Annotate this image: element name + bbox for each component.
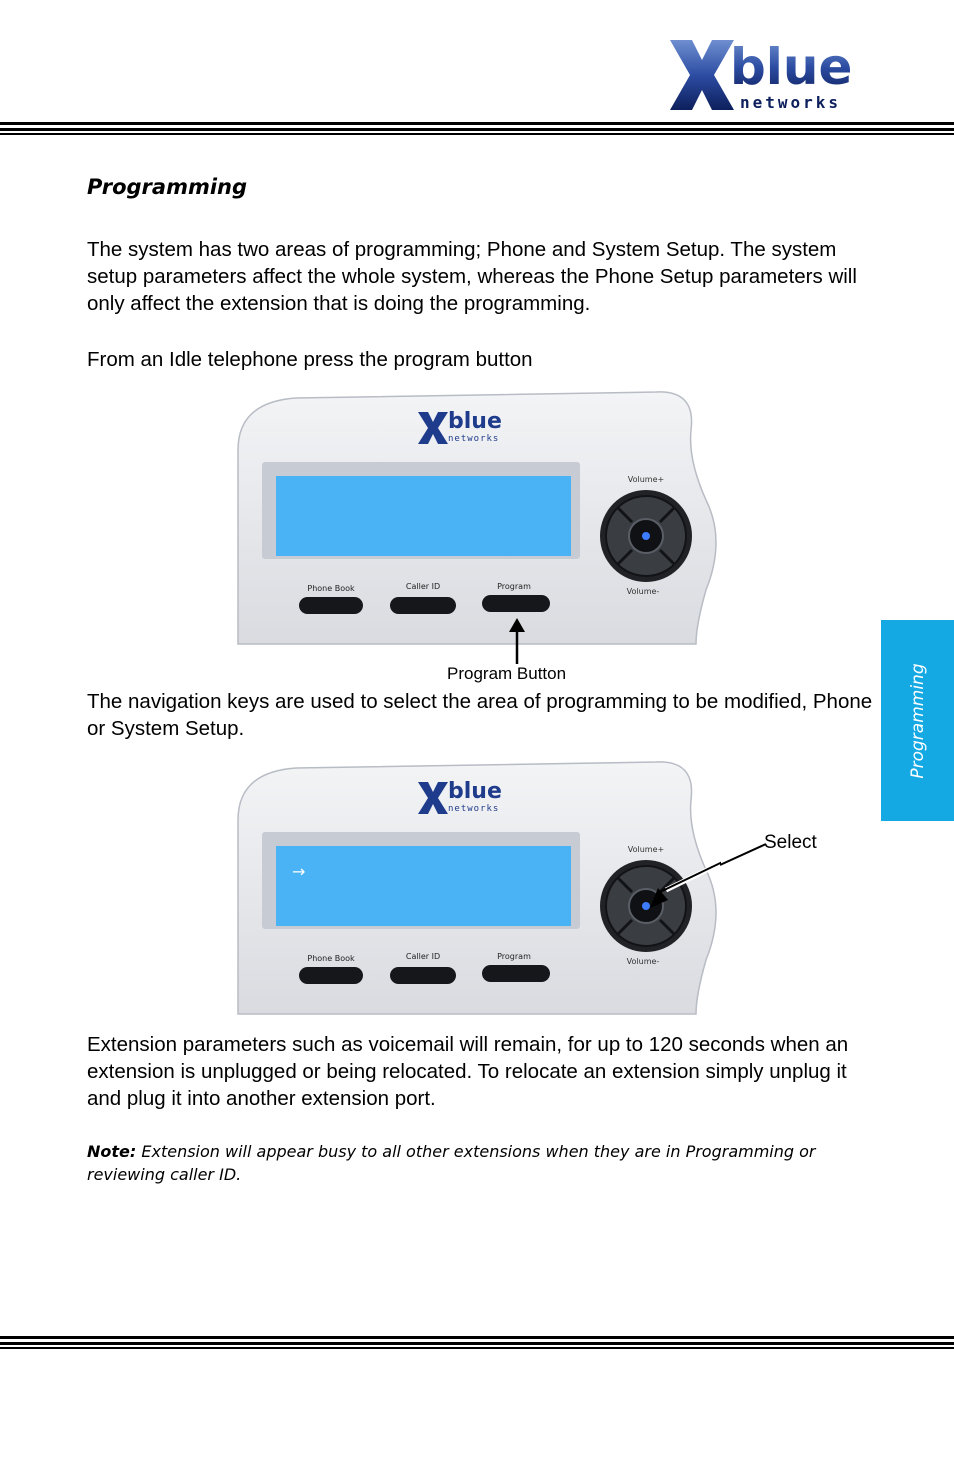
- caller-id-key: [390, 967, 456, 984]
- xblue-logo: [668, 38, 873, 112]
- logo-word-networks: networks: [740, 93, 842, 112]
- side-tab-label: Programming: [907, 662, 928, 779]
- select-callout: Select: [764, 832, 817, 853]
- side-tab-programming: [881, 620, 954, 821]
- caller-id-key: [390, 597, 456, 614]
- instruction-paragraph: From an Idle telephone press the program button: [87, 348, 533, 371]
- phone-logo-networks: networks: [448, 434, 500, 444]
- volume-minus-label: Volume-: [626, 957, 660, 966]
- phone-book-key-label: Phone Book: [307, 584, 355, 593]
- phone-book-key-label: Phone Book: [307, 954, 355, 963]
- phone-logo-networks: networks: [448, 804, 500, 814]
- phone-display-screen: [276, 846, 571, 926]
- phone-display-screen: [276, 476, 571, 556]
- intro-paragraph: The system has two areas of programming; Phone and System Setup. The system setup parameters affect the whole system, whereas the Phone Setup parameters will only affect the extension that is doing the programming.: [87, 238, 857, 315]
- screen-arrow-icon: →: [292, 862, 306, 881]
- volume-minus-label: Volume-: [626, 587, 660, 596]
- program-key-label: Program: [497, 952, 531, 961]
- phone-logo-blue: blue: [448, 779, 502, 804]
- program-key: [482, 595, 550, 612]
- phone-image-program-button: [236, 390, 721, 645]
- phone-logo-blue: blue: [448, 409, 502, 434]
- program-key: [482, 965, 550, 982]
- extension-paragraph: Extension parameters such as voicemail will remain, for up to 120 seconds when an extension is unplugged or being relocated. To relocate an extension simply unplug it and plug it into another extension port.: [87, 1033, 849, 1110]
- select-callout-line: [720, 838, 768, 868]
- volume-plus-label: Volume+: [627, 845, 665, 854]
- logo-word-blue: blue: [730, 38, 853, 96]
- note-label: Note:: [87, 1142, 137, 1161]
- note-paragraph: [87, 1140, 877, 1186]
- volume-plus-label: Volume+: [627, 475, 665, 484]
- caller-id-key-label: Caller ID: [405, 582, 441, 591]
- phone-book-key: [299, 597, 363, 614]
- program-button-callout-arrow: [505, 618, 529, 664]
- section-heading: Programming: [87, 175, 248, 199]
- phone-book-key: [299, 967, 363, 984]
- phone-image-navigation-keys: [236, 760, 721, 1015]
- navigation-paragraph: The navigation keys are used to select the area of programming to be modified, Phone or System Setup.: [87, 690, 873, 740]
- note-text: Extension will appear busy to all other extensions when they are in Programming or reviewing caller ID.: [87, 1142, 816, 1184]
- program-button-callout: Program Button: [447, 664, 567, 683]
- program-key-label: Program: [497, 582, 531, 591]
- caller-id-key-label: Caller ID: [405, 952, 441, 961]
